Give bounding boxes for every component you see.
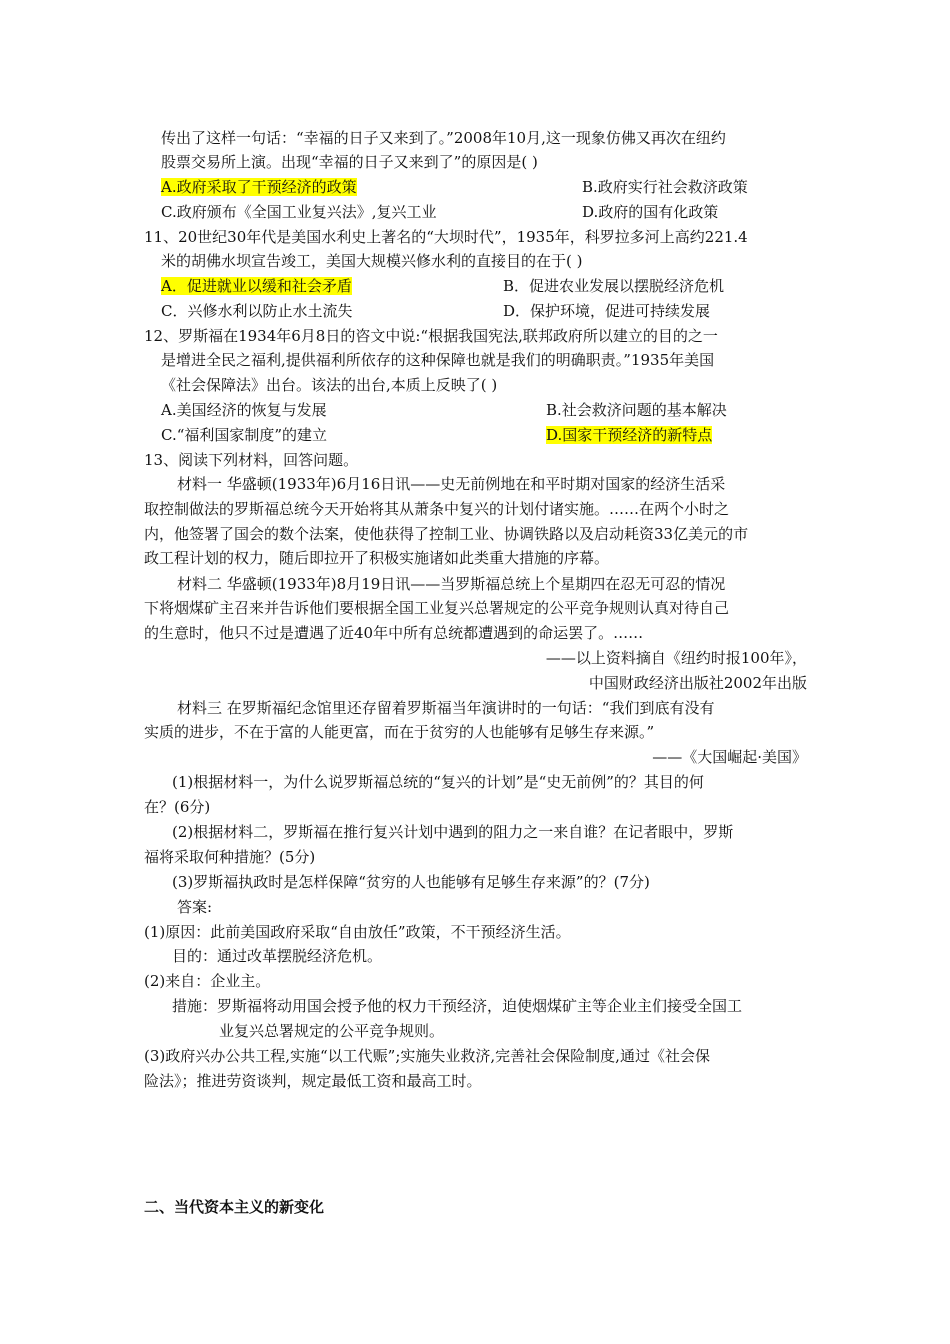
q10-line-1: 传出了这样一句话：“幸福的日子又来到了。”2008年10月,这一现象仿佛又再次在纽约 (161, 129, 726, 147)
q12-option-c: C.“福利国家制度”的建立 (161, 426, 328, 444)
q13-intro: 13、阅读下列材料，回答问题。 (144, 451, 359, 469)
sub-question-2-line-2: 福将采取何种措施？(5分) (144, 848, 316, 866)
sub-question-2-line-1: (2)根据材料二，罗斯福在推行复兴计划中遇到的阻力之一来自谁？在记者眼中，罗斯 (172, 823, 734, 841)
q12-line-2: 是增进全民之福利,提供福利所依存的这种保障也就是我们的明确职责。”1935年美国 (161, 351, 715, 369)
q10-option-b: B.政府实行社会救济政策 (582, 178, 748, 196)
q10-option-a (161, 177, 357, 197)
q12-option-d-text: D.国家干预经济的新特点 (546, 426, 713, 444)
answer-2-line-1: (2)来自：企业主。 (144, 972, 271, 990)
q11-option-a (161, 276, 352, 296)
q11-option-d: D．保护环境，促进可持续发展 (503, 302, 711, 320)
material-1-line-4: 政工程计划的权力，随后即拉开了积极实施诸如此类重大措施的序幕。 (144, 549, 610, 567)
q11-option-a-text: A．促进就业以缓和社会矛盾 (161, 277, 352, 295)
material-1-line-1: 材料一 华盛顿(1933年)6月16日讯——史无前例地在和平时期对国家的经济生活采 (177, 475, 726, 493)
section-heading: 二、当代资本主义的新变化 (144, 1198, 325, 1216)
answer-3-line-2: 险法》；推进劳资谈判，规定最低工资和最高工时。 (144, 1072, 482, 1090)
q10-option-a-text: A.政府采取了干预经济的政策 (161, 178, 357, 196)
q10-option-c: C.政府颁布《全国工业复兴法》,复兴工业 (161, 203, 437, 221)
q12-option-d (546, 425, 712, 445)
material-1-line-2: 取控制做法的罗斯福总统今天开始将其从萧条中复兴的计划付诸实施。……在两个小时之 (144, 500, 730, 518)
material-2-line-3: 的生意时，他只不过是遭遇了近40年中所有总统都遭遇到的命运罢了。…… (144, 624, 644, 642)
q11-line-2: 米的胡佛水坝宣告竣工，美国大规模兴修水利的直接目的在于( ) (161, 252, 583, 270)
q12-option-b: B.社会救济问题的基本解决 (546, 401, 727, 419)
answer-1-line-2: 目的：通过改革摆脱经济危机。 (172, 947, 383, 965)
material-1-line-3: 内，他签署了国会的数个法案，使他获得了控制工业、协调铁路以及启动耗资33亿美元的市 (144, 525, 749, 543)
source-1-line-1: ——以上资料摘自《纽约时报100年》， (545, 649, 807, 667)
source-2: ——《大国崛起·美国》 (652, 748, 807, 766)
q11-option-c: C．兴修水利以防止水土流失 (161, 302, 353, 320)
answer-2-line-2: 措施：罗斯福将动用国会授予他的权力干预经济，迫使烟煤矿主等企业主们接受全国工 (172, 997, 743, 1015)
material-3-line-1: 材料三 在罗斯福纪念馆里还存留着罗斯福当年演讲时的一句话：“我们到底有没有 (177, 699, 715, 717)
q11-option-b: B．促进农业发展以摆脱经济危机 (503, 277, 725, 295)
q10-option-d: D.政府的国有化政策 (582, 203, 719, 221)
q12-line-1: 12、罗斯福在1934年6月8日的咨文中说:“根据我国宪法,联邦政府所以建立的目的之一 (144, 327, 718, 345)
answer-2-line-3: 业复兴总署规定的公平竞争规则。 (219, 1022, 445, 1040)
sub-question-1-line-1: (1)根据材料一，为什么说罗斯福总统的“复兴的计划”是“史无前例”的？其目的何 (172, 773, 704, 791)
q12-line-3: 《社会保障法》出台。该法的出台,本质上反映了( ) (161, 376, 498, 394)
answer-1-line-1: (1)原因：此前美国政府采取“自由放任”政策，不干预经济生活。 (144, 923, 571, 941)
q10-line-2: 股票交易所上演。出现“幸福的日子又来到了”的原因是( ) (161, 153, 538, 171)
sub-question-1-line-2: 在？(6分) (144, 798, 211, 816)
q12-option-a: A.美国经济的恢复与发展 (161, 401, 327, 419)
material-3-line-2: 实质的进步，不在于富的人能更富，而在于贫穷的人也能够有足够生存来源。” (144, 723, 655, 741)
source-1-line-2: 中国财政经济出版社2002年出版 (588, 674, 807, 692)
sub-question-3: (3)罗斯福执政时是怎样保障“贫穷的人也能够有足够生存来源”的？(7分) (172, 873, 650, 891)
q11-line-1: 11、20世纪30年代是美国水利史上著名的“大坝时代”，1935年，科罗拉多河上高约221.4 (144, 228, 748, 246)
material-2-line-1: 材料二 华盛顿(1933年)8月19日讯——当罗斯福总统上个星期四在忍无可忍的情况 (177, 575, 726, 593)
answer-label: 答案: (177, 898, 213, 916)
material-2-line-2: 下将烟煤矿主召来并告诉他们要根据全国工业复兴总署规定的公平竞争规则认真对待自己 (144, 599, 730, 617)
answer-3-line-1: (3)政府兴办公共工程,实施“以工代赈”;实施失业救济,完善社会保险制度,通过《社会保 (144, 1047, 710, 1065)
